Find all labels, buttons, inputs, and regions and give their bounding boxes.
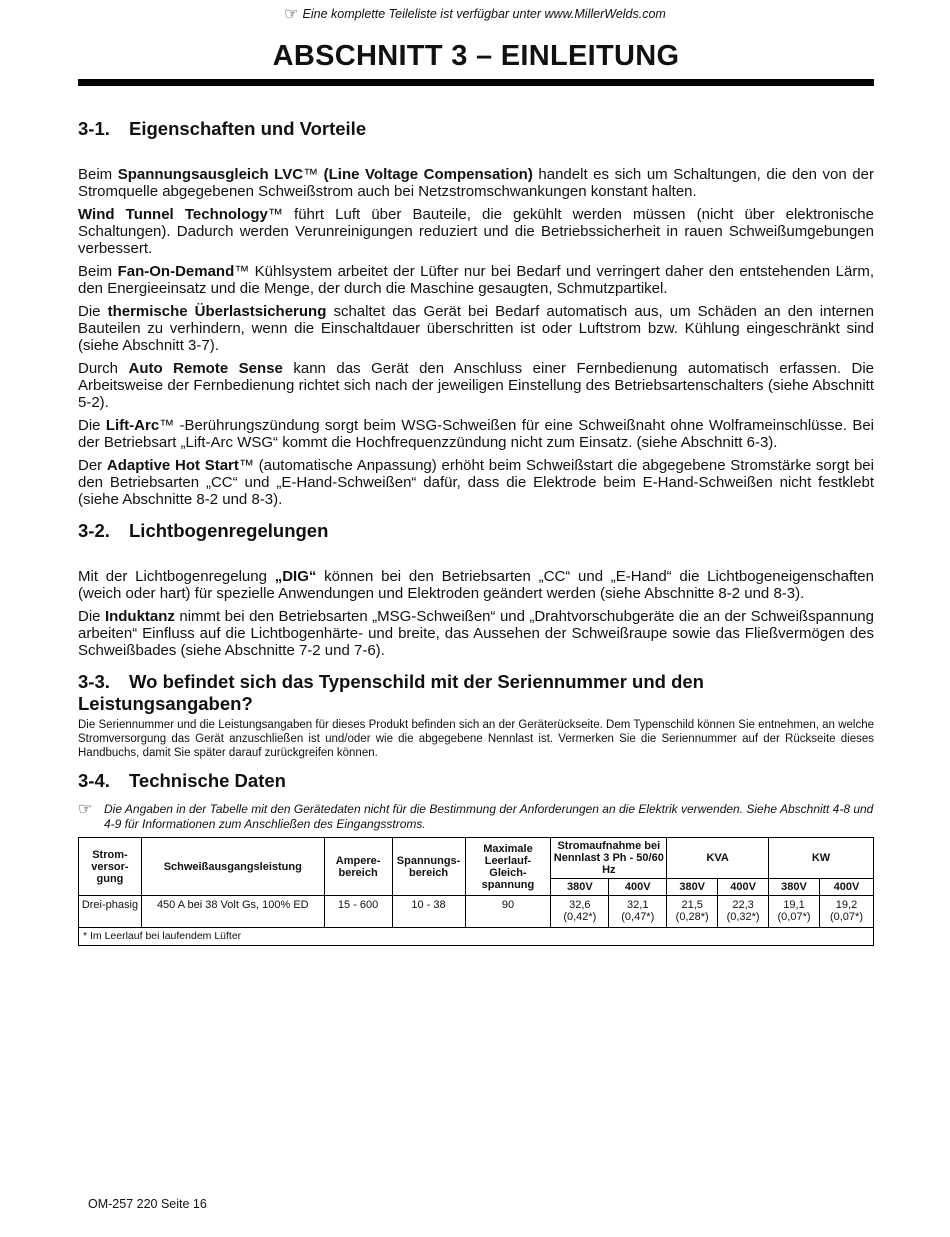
cell-kva-400: 22,3 (0,32*) bbox=[718, 896, 769, 928]
table-row bbox=[79, 896, 874, 928]
header-amp-range: Ampere-bereich bbox=[324, 838, 392, 896]
paragraph: Mit der Lichtbogenregelung „DIG“ können bei den Betriebsarten „CC“ und „E-Hand“ die Lichtbogeneigenschaften (weich oder hart) für spezielle Anwendungen und Elektroden geändert werden (siehe Abschnitte 8-2 und 8-3). bbox=[78, 568, 874, 602]
header-kva-400: 400V bbox=[718, 879, 769, 896]
header-ocv: Maximale Leerlauf-Gleich-spannung bbox=[465, 838, 551, 896]
section-3-3-text: Die Seriennummer und die Leistungsangaben für dieses Produkt befinden sich an der Geräterückseite. Dem Typenschild können Sie entnehmen, an welche Stromversorgung das Gerät anzuschließen ist und/oder wie die abgegebene Nennlast ist. Vermerken Sie die Seriennummer auf der Rückseite dieses Handbuchs, damit Sie später darauf zurückgreifen können. bbox=[78, 719, 874, 759]
header-kva-380: 380V bbox=[667, 879, 718, 896]
page-footer: OM-257 220 Seite 16 bbox=[88, 1197, 207, 1211]
header-input-400: 400V bbox=[609, 879, 667, 896]
cell-amp-range: 15 - 600 bbox=[324, 896, 392, 928]
title-rule bbox=[78, 79, 874, 86]
cell-kw-380: 19,1 (0,07*) bbox=[769, 896, 820, 928]
cell-input-400: 32,1 (0,47*) bbox=[609, 896, 667, 928]
paragraph: Die thermische Überlastsicherung schaltet das Gerät bei Bedarf automatisch aus, um Schäden an den internen Bauteilen zu verhindern, wenn die Einschaltdauer überschritten ist oder Luftstrom bzw. Kühlung eingeschränkt sind (siehe Abschnitt 3-7). bbox=[78, 303, 874, 354]
header-output: Schweißausgangsleistung bbox=[141, 838, 324, 896]
section-3-2-body bbox=[78, 568, 874, 659]
cell-output: 450 A bei 38 Volt Gs, 100% ED bbox=[141, 896, 324, 928]
header-kw-400: 400V bbox=[819, 879, 873, 896]
pointing-hand-icon: ☞ bbox=[78, 801, 93, 818]
cell-kva-380: 21,5 (0,28*) bbox=[667, 896, 718, 928]
cell-ocv: 90 bbox=[465, 896, 551, 928]
section-3-1-body bbox=[78, 166, 874, 508]
header-kw-380: 380V bbox=[769, 879, 820, 896]
header-input-380: 380V bbox=[551, 879, 609, 896]
header-input: Stromaufnahme bei Nennlast 3 Ph - 50/60 Hz bbox=[551, 838, 667, 879]
header-kva: KVA bbox=[667, 838, 769, 879]
header-kw: KW bbox=[769, 838, 874, 879]
section-heading-3-1: 3-1. Eigenschaften und Vorteile bbox=[78, 118, 367, 139]
cell-supply: Drei-phasig bbox=[79, 896, 142, 928]
table-footnote: * Im Leerlauf bei laufendem Lüfter bbox=[79, 928, 874, 946]
table-header-row bbox=[79, 838, 874, 879]
spec-note: ☞ Die Angaben in der Tabelle mit den Gerätedaten nicht für die Bestimmung der Anforderungen an die Elektrik verwenden. Siehe Abschnitt 4-8 und 4-9 für Informationen zum Anschließen des Eingangsstroms. bbox=[78, 801, 874, 831]
header-volt-range: Spannungs-bereich bbox=[392, 838, 465, 896]
cell-input-380: 32,6 (0,42*) bbox=[551, 896, 609, 928]
spec-table bbox=[78, 837, 874, 946]
paragraph: Der Adaptive Hot Start™ (automatische Anpassung) erhöht beim Schweißstart die abgegebene Stromstärke sorgt bei den Betriebsarten „CC“ und „E-Hand-Schweißen“ dafür, dass die Elektrode beim E-Hand-Schweißen nicht festklebt (siehe Abschnitte 8-2 und 8-3). bbox=[78, 457, 874, 508]
page-title: ABSCHNITT 3 – EINLEITUNG bbox=[272, 40, 680, 72]
pointing-hand-icon: ☞ bbox=[284, 6, 299, 23]
cell-volt-range: 10 - 38 bbox=[392, 896, 465, 928]
section-heading-3-2: 3-2. Lichtbogenregelungen bbox=[78, 520, 329, 541]
paragraph: Wind Tunnel Technology™ führt Luft über Bauteile, die gekühlt werden müssen (nicht über elektronische Schaltungen). Dadurch werden Verunreinigungen reduziert und die Betriebssicherheit in rauen Schweißumgebungen verbessert. bbox=[78, 206, 874, 257]
content bbox=[78, 118, 874, 946]
table-footnote-row bbox=[79, 928, 874, 946]
paragraph: Die Induktanz nimmt bei den Betriebsarten „MSG-Schweißen“ und „Drahtvorschubgeräte die an der Schweißspannung arbeiten“ Einfluss auf die Lichtbogenhärte- und breite, das Aussehen der Schweißraupe sowie das Fließvermögen des Schweißbades (siehe Abschnitte 7-2 und 7-6). bbox=[78, 608, 874, 659]
paragraph: Die Lift-Arc™ -Berührungszündung sorgt beim WSG-Schweißen für eine Schweißnaht ohne Wolframeinschlüsse. Bei der Betriebsart „Lift-Arc WSG“ kommt die Hochfrequenzzündung nicht zum Einsatz. (siehe Abschnitt 6-3). bbox=[78, 417, 874, 451]
header-supply: Strom-versor-gung bbox=[79, 838, 142, 896]
paragraph: Beim Spannungsausgleich LVC™ (Line Voltage Compensation) handelt es sich um Schaltungen, die den von der Stromquelle abgegebenen Schweißstrom auch bei Netzstromschwankungen konstant halten. bbox=[78, 166, 874, 200]
paragraph: Beim Fan-On-Demand™ Kühlsystem arbeitet der Lüfter nur bei Bedarf und verringert daher den entstehenden Lärm, den Energieeinsatz und die Menge, der durch die Maschine gesaugten, Schmutzpartikel. bbox=[78, 263, 874, 297]
top-note-text: Eine komplette Teileliste ist verfügbar unter www.MillerWelds.com bbox=[302, 7, 666, 21]
section-heading-3-4: 3-4. Technische Daten bbox=[78, 770, 286, 791]
top-note bbox=[0, 4, 950, 24]
section-heading-3-3: 3-3. Wo befindet sich das Typenschild mit der Seriennummer und den Leistungsangaben? bbox=[78, 671, 704, 714]
paragraph: Durch Auto Remote Sense kann das Gerät den Anschluss einer Fernbedienung automatisch erfassen. Die Arbeitsweise der Fernbedienung richtet sich nach der jeweiligen Einstellung des Betriebsartenschalters (siehe Abschnitt 5-2). bbox=[78, 360, 874, 411]
cell-kw-400: 19,2 (0,07*) bbox=[819, 896, 873, 928]
